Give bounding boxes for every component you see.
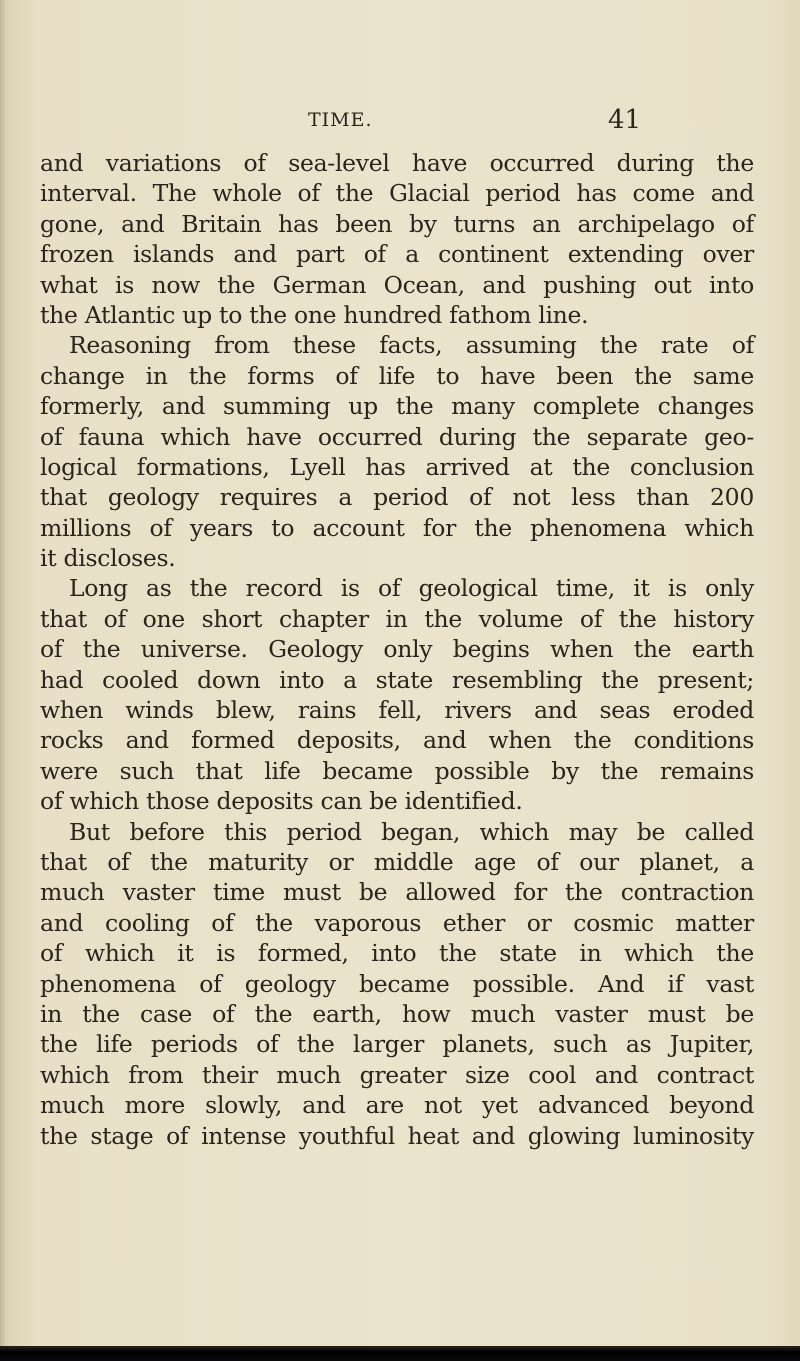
text-line: phenomena of geology became possible. And if vast (40, 969, 754, 998)
body-text (40, 148, 754, 1151)
text-line: in the case of the earth, how much vaster must be (40, 999, 754, 1028)
text-line: had cooled down into a state resembling the present; (40, 665, 754, 694)
text-line: were such that life became possible by the remains (40, 756, 754, 785)
text-line: that geology requires a period of not less than 200 (40, 483, 754, 512)
text-line: much more slowly, and are not yet advanced beyond (40, 1091, 754, 1120)
text-line: logical formations, Lyell has arrived at the conclusion (40, 452, 754, 481)
text-line: the stage of intense youthful heat and glowing luminosity (40, 1121, 754, 1150)
text-line: that of one short chapter in the volume of the history (40, 604, 754, 633)
text-line: of which those deposits can be identified. (40, 787, 523, 816)
text-line: and cooling of the vaporous ether or cosmic matter (40, 908, 754, 937)
text-line: of which it is formed, into the state in which the (40, 939, 754, 968)
text-line: the life periods of the larger planets, such as Jupiter, (40, 1030, 754, 1059)
text-line: But before this period began, which may be called (69, 817, 754, 846)
text-line: what is now the German Ocean, and pushing out into (40, 270, 754, 299)
text-line: Long as the record is of geological time, it is only (69, 574, 754, 603)
text-line: much vaster time must be allowed for the contraction (40, 878, 754, 907)
text-line: the Atlantic up to the one hundred fathom line. (40, 300, 589, 329)
text-line: Reasoning from these facts, assuming the rate of (69, 331, 754, 360)
text-line: interval. The whole of the Glacial period has come and (40, 179, 754, 208)
text-line: of fauna which have occurred during the separate geo- (40, 422, 754, 451)
text-line: millions of years to account for the phenomena which (40, 513, 754, 542)
page-header (0, 103, 800, 143)
text-line: that of the maturity or middle age of our planet, a (40, 847, 754, 876)
text-line: gone, and Britain has been by turns an archipelago of (40, 209, 754, 238)
text-line: of the universe. Geology only begins when the earth (40, 635, 754, 664)
text-line: and variations of sea-level have occurred during the (40, 149, 754, 177)
text-line: when winds blew, rains fell, rivers and seas eroded (40, 696, 754, 725)
text-line: rocks and formed deposits, and when the conditions (40, 726, 754, 755)
running-title: TIME. (308, 109, 373, 131)
text-line: it discloses. (40, 544, 176, 573)
text-line: frozen islands and part of a continent extending over (40, 240, 754, 269)
page-gutter-shadow (0, 0, 6, 1361)
page-number: 41 (608, 105, 642, 135)
text-line: change in the forms of life to have been the same (40, 361, 754, 390)
text-line: formerly, and summing up the many complete changes (40, 392, 754, 421)
text-line: which from their much greater size cool and contract (40, 1060, 754, 1089)
page-bottom-edge (0, 1346, 800, 1361)
